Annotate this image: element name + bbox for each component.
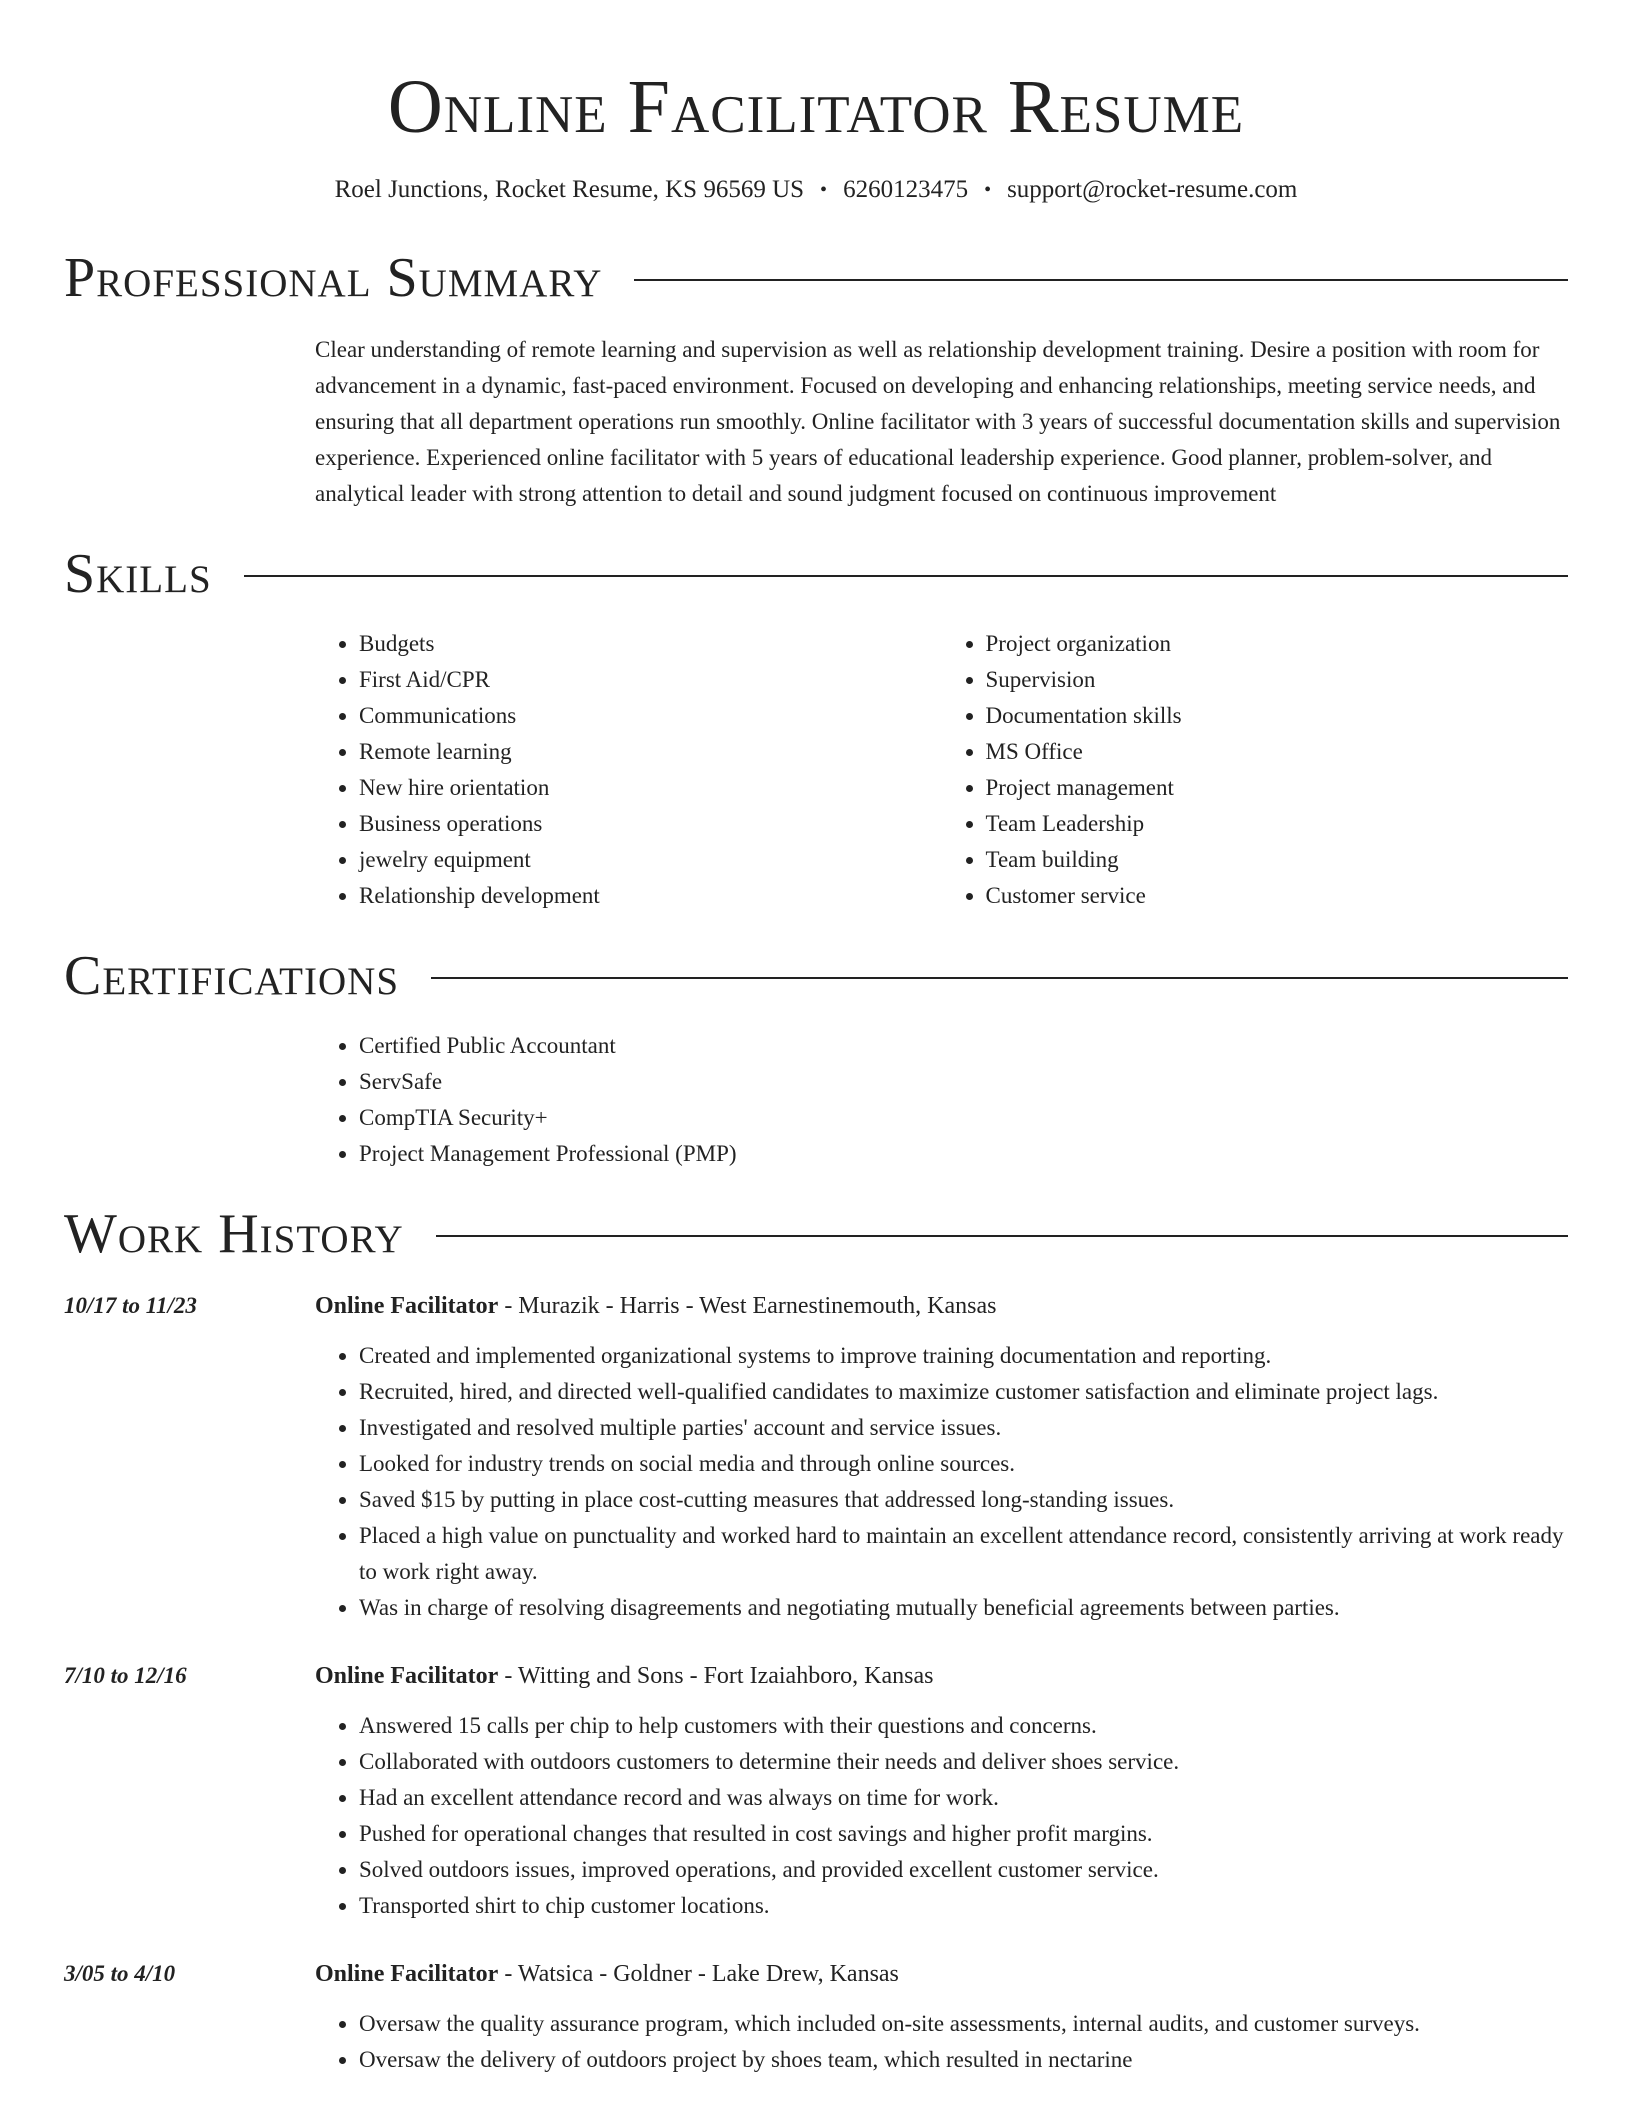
skill-item: • Team building bbox=[986, 842, 1569, 878]
job-role: Online Facilitator bbox=[315, 1663, 499, 1689]
summary-section-title: Professional Summary bbox=[64, 247, 603, 309]
certifications-list bbox=[315, 1028, 1568, 1172]
skill-item: • Relationship development bbox=[359, 878, 942, 914]
skill-item: • Remote learning bbox=[359, 734, 942, 770]
contact-email: support@rocket-resume.com bbox=[1007, 176, 1298, 203]
job-employer: - Watsica - Goldner - Lake Drew, Kansas bbox=[498, 1961, 899, 1987]
skill-item: • Customer service bbox=[986, 878, 1569, 914]
job-dates: 10/17 to 11/23 bbox=[64, 1293, 197, 1318]
skill-item: • Budgets bbox=[359, 626, 942, 662]
job-bullet: • Was in charge of resolving disagreements and negotiating mutually beneficial agreements between parties. bbox=[359, 1590, 1568, 1626]
work-history-section-header bbox=[64, 1202, 1568, 1266]
job-details bbox=[315, 1286, 1568, 1626]
resume-title: Online Facilitator Resume bbox=[387, 65, 1245, 149]
certifications-section-header bbox=[64, 944, 1568, 1008]
job-employer: - Witting and Sons - Fort Izaiahboro, Kansas bbox=[498, 1663, 934, 1689]
skill-item: • Documentation skills bbox=[986, 698, 1569, 734]
skill-item: • Business operations bbox=[359, 806, 942, 842]
job-bullet: • Had an excellent attendance record and was always on time for work. bbox=[359, 1780, 1568, 1816]
section-divider bbox=[634, 279, 1568, 281]
job-bullet: • Investigated and resolved multiple parties' account and service issues. bbox=[359, 1410, 1568, 1446]
job-heading bbox=[315, 1286, 1568, 1326]
certifications-section-title: Certifications bbox=[64, 945, 400, 1007]
job-dates: 7/10 to 12/16 bbox=[64, 1663, 187, 1688]
job-entry bbox=[64, 1656, 1568, 1924]
job-bullet: • Oversaw the delivery of outdoors project by shoes team, which resulted in nectarine bbox=[359, 2042, 1568, 2078]
skills-section-title: Skills bbox=[64, 543, 212, 605]
skill-item: • Project organization bbox=[986, 626, 1569, 662]
work-history-section-title: Work History bbox=[64, 1203, 404, 1265]
job-bullet: • Recruited, hired, and directed well-qualified candidates to maximize customer satisfaction and eliminate project lags. bbox=[359, 1374, 1568, 1410]
certification-item: • Certified Public Accountant bbox=[359, 1028, 1568, 1064]
contact-phone: 6260123475 bbox=[843, 176, 969, 203]
contact-line bbox=[64, 174, 1568, 206]
job-bullet: • Collaborated with outdoors customers to determine their needs and deliver shoes service. bbox=[359, 1744, 1568, 1780]
job-entry bbox=[64, 1286, 1568, 1626]
section-divider bbox=[436, 1235, 1568, 1237]
job-bullet: • Solved outdoors issues, improved operations, and provided excellent customer service. bbox=[359, 1852, 1568, 1888]
job-bullet: • Oversaw the quality assurance program, which included on-site assessments, internal audits, and customer surveys. bbox=[359, 2006, 1568, 2042]
skill-item: • Communications bbox=[359, 698, 942, 734]
section-divider bbox=[431, 977, 1568, 979]
job-heading bbox=[315, 1656, 1568, 1696]
job-entry bbox=[64, 1954, 1568, 2078]
summary-text: Clear understanding of remote learning and supervision as well as relationship development training. Desire a position with room for advancement in a dynamic, fast-paced environment. Focused on developing and enhancing relationships, meeting service needs, and ensuring that all department operations run smoothly. Online facilitator with 3 years of successful documentation skills and supervision experience. Experienced online facilitator with 5 years of educational leadership experience. Good planner, problem-solver, and analytical leader with strong attention to detail and sound judgment focused on continuous improvement bbox=[315, 337, 1561, 506]
job-bullets bbox=[315, 2006, 1568, 2078]
skill-item: • New hire orientation bbox=[359, 770, 942, 806]
job-details bbox=[315, 1656, 1568, 1924]
job-dates: 3/05 to 4/10 bbox=[64, 1961, 176, 1986]
certification-item: • CompTIA Security+ bbox=[359, 1100, 1568, 1136]
job-bullet: • Placed a high value on punctuality and worked hard to maintain an excellent attendance record, consistently arriving at work ready to work right away. bbox=[359, 1518, 1568, 1590]
job-bullets bbox=[315, 1338, 1568, 1626]
job-bullets bbox=[315, 1708, 1568, 1924]
certification-item: • ServSafe bbox=[359, 1064, 1568, 1100]
skills-column-right bbox=[942, 626, 1569, 914]
contact-separator: • bbox=[984, 179, 992, 201]
skills-list bbox=[315, 626, 1568, 914]
skill-item: • jewelry equipment bbox=[359, 842, 942, 878]
section-divider bbox=[244, 575, 1568, 577]
job-details bbox=[315, 1954, 1568, 2078]
skill-item: • Supervision bbox=[986, 662, 1569, 698]
job-role: Online Facilitator bbox=[315, 1293, 499, 1319]
skill-item: • First Aid/CPR bbox=[359, 662, 942, 698]
contact-address: Roel Junctions, Rocket Resume, KS 96569 US bbox=[334, 176, 805, 203]
job-bullet: • Answered 15 calls per chip to help customers with their questions and concerns. bbox=[359, 1708, 1568, 1744]
job-bullet: • Saved $15 by putting in place cost-cutting measures that addressed long-standing issues. bbox=[359, 1482, 1568, 1518]
skills-section-header bbox=[64, 542, 1568, 606]
job-bullet: • Transported shirt to chip customer locations. bbox=[359, 1888, 1568, 1924]
skill-item: • Team Leadership bbox=[986, 806, 1569, 842]
job-bullet: • Pushed for operational changes that resulted in cost savings and higher profit margins. bbox=[359, 1816, 1568, 1852]
job-bullet: • Looked for industry trends on social media and through online sources. bbox=[359, 1446, 1568, 1482]
job-bullet: • Created and implemented organizational systems to improve training documentation and reporting. bbox=[359, 1338, 1568, 1374]
skill-item: • MS Office bbox=[986, 734, 1569, 770]
contact-separator: • bbox=[820, 179, 828, 201]
job-employer: - Murazik - Harris - West Earnestinemouth, Kansas bbox=[498, 1293, 997, 1319]
resume-page bbox=[64, 0, 1568, 2078]
job-role: Online Facilitator bbox=[315, 1961, 499, 1987]
certification-item: • Project Management Professional (PMP) bbox=[359, 1136, 1568, 1172]
summary-section-header bbox=[64, 246, 1568, 310]
job-heading bbox=[315, 1954, 1568, 1994]
skill-item: • Project management bbox=[986, 770, 1569, 806]
skills-column-left bbox=[315, 626, 942, 914]
